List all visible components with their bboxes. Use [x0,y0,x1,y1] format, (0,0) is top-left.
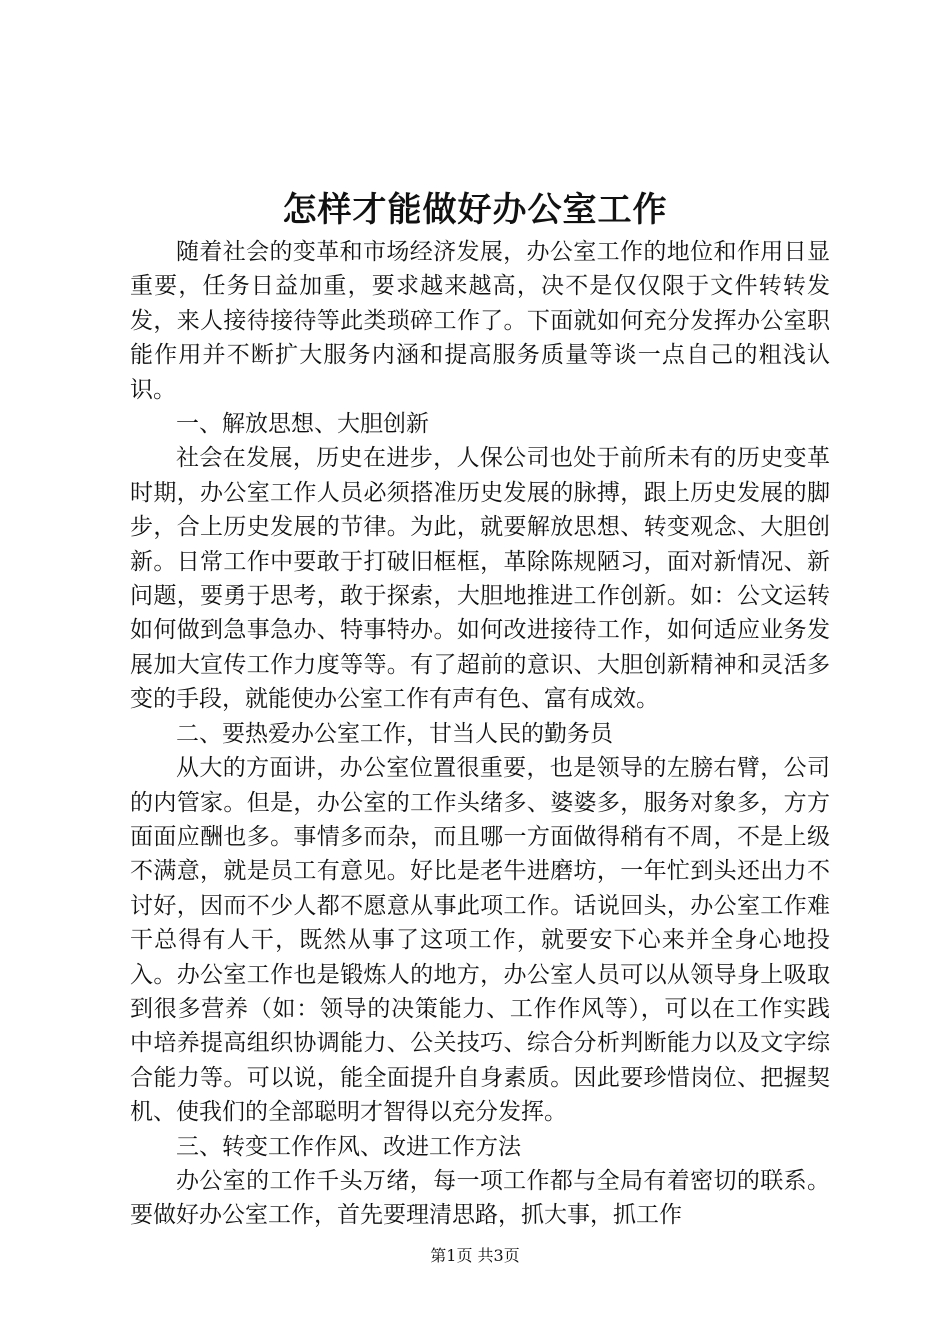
intro-paragraph: 随着社会的变革和市场经济发展，办公室工作的地位和作用日显重要，任务日益加重，要求越来越高，决不是仅仅限于文件转转发发，来人接待接待等此类琐碎工作了。下面就如何充分发挥办公室职能作用并不断扩大服务内涵和提高服务质量等谈一点自己的粗浅认识。 [130,239,830,403]
section-1-paragraph: 社会在发展，历史在进步，人保公司也处于前所未有的历史变革时期，办公室工作人员必须搭准历史发展的脉搏，跟上历史发展的脚步，合上历史发展的节律。为此，就要解放思想、转变观念、大胆创新。日常工作中要敢于打破旧框框，革除陈规陋习，面对新情况、新问题，要勇于思考，敢于探索，大胆地推进工作创新。如：公文运转如何做到急事急办、特事特办。如何改进接待工作，如何适应业务发展加大宣传工作力度等等。有了超前的意识、大胆创新精神和灵活多变的手段，就能使办公室工作有声有色、富有成效。 [130,445,830,713]
page-footer: 第1页 共3页 [430,1246,520,1265]
section-heading-2: 二、要热爱办公室工作，甘当人民的勤务员 [176,720,613,747]
section-3-paragraph: 办公室的工作千头万绪，每一项工作都与全局有着密切的联系。要做好办公室工作，首先要理清思路，抓大事，抓工作 [130,1167,830,1229]
document-body [130,235,830,1233]
document-title: 怎样才能做好办公室工作 [282,190,668,230]
section-heading-1: 一、解放思想、大胆创新 [176,411,429,438]
section-heading-3: 三、转变工作作风、改进工作方法 [176,1133,521,1160]
section-2-paragraph: 从大的方面讲，办公室位置很重要，也是领导的左膀右臂，公司的内管家。但是，办公室的工作头绪多、婆婆多，服务对象多，方方面面应酬也多。事情多而杂，而且哪一方面做得稍有不周，不是上级不满意，就是员工有意见。好比是老牛进磨坊，一年忙到头还出力不讨好，因而不少人都不愿意从事此项工作。话说回头，办公室工作难干总得有人干，既然从事了这项工作，就要安下心来并全身心地投入。办公室工作也是锻炼人的地方，办公室人员可以从领导身上吸取到很多营养（如：领导的决策能力、工作作风等），可以在工作实践中培养提高组织协调能力、公关技巧、综合分析判断能力以及文字综合能力等。可以说，能全面提升自身素质。因此要珍惜岗位、把握契机、使我们的全部聪明才智得以充分发挥。 [130,755,830,1126]
